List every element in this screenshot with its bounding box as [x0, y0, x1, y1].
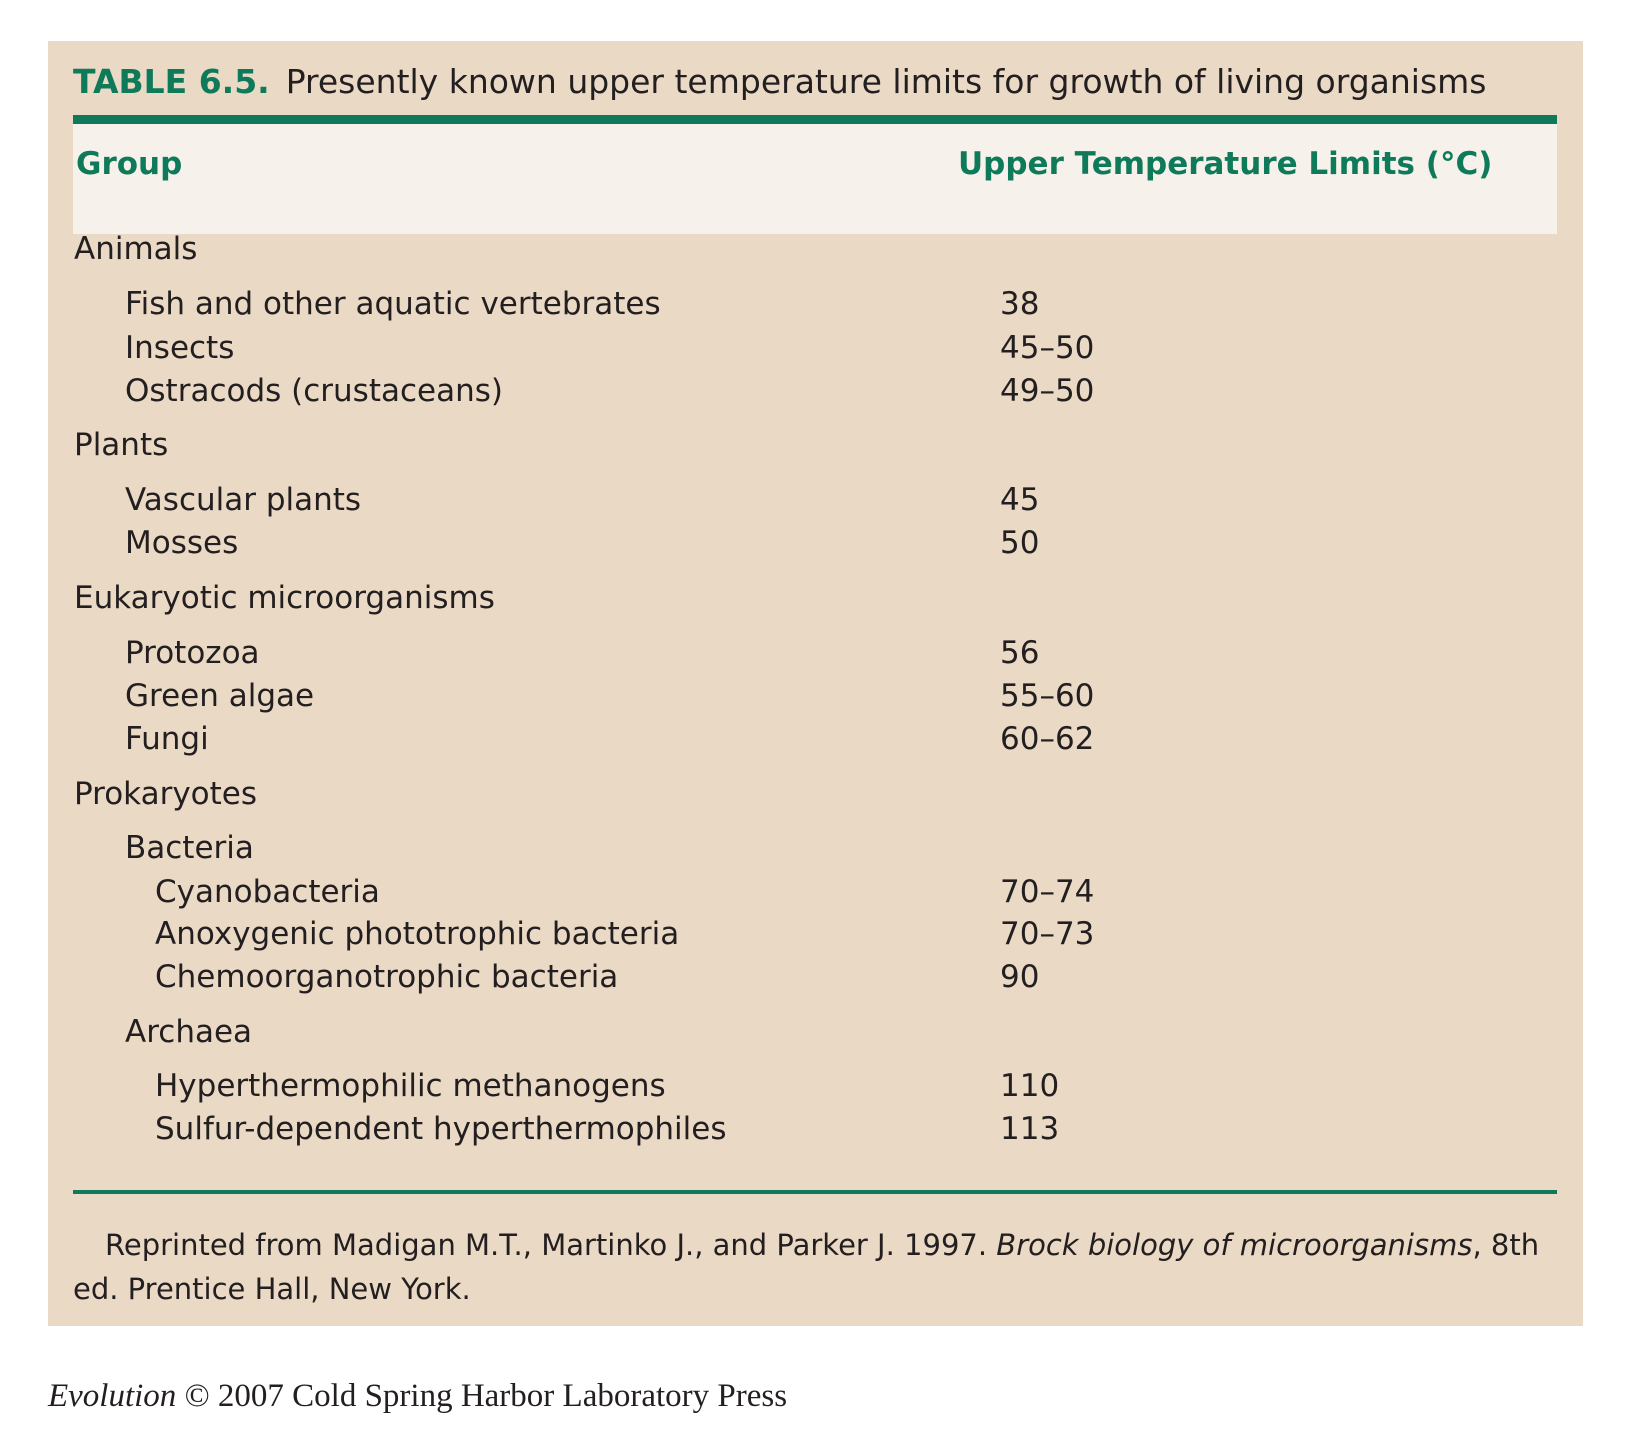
column-header-limit: Upper Temperature Limits (°C) [958, 146, 1493, 182]
table-row [48, 1108, 1583, 1150]
table-row [48, 424, 1583, 466]
row-value: 45–50 [1000, 330, 1095, 366]
row-group: Ostracods (crustaceans) [125, 373, 503, 409]
table-row [48, 327, 1583, 369]
table-header [73, 124, 1557, 234]
row-group: Prokaryotes [74, 776, 258, 812]
table-row [48, 1011, 1583, 1053]
table-row [48, 773, 1583, 815]
row-group: Archaea [125, 1014, 253, 1050]
row-value: 113 [1000, 1111, 1060, 1147]
row-value: 45 [1000, 482, 1040, 518]
source-prefix: Reprinted from Madigan M.T., Martinko J., and Parker J. 1997. [105, 1228, 997, 1262]
row-group: Green algae [125, 678, 315, 714]
source-book-title: Brock biology of microorganisms [996, 1228, 1473, 1262]
table-row [48, 522, 1583, 564]
row-group: Plants [74, 427, 169, 463]
copyright-credit [48, 1378, 787, 1415]
row-group: Hyperthermophilic methanogens [155, 1068, 666, 1104]
column-header-group: Group [76, 146, 183, 182]
row-value: 70–73 [1000, 916, 1095, 952]
table-title: Presently known upper temperature limits for growth of living organisms [285, 62, 1487, 101]
row-value: 70–74 [1000, 874, 1095, 910]
row-value: 110 [1000, 1068, 1060, 1104]
row-group: Animals [74, 231, 198, 267]
bottom-rule [73, 1190, 1557, 1194]
table-row [48, 718, 1583, 760]
source-suffix: , 8th ed. Prentice Hall, New York. [73, 1228, 1540, 1306]
row-group: Protozoa [125, 635, 260, 671]
row-group: Bacteria [125, 830, 254, 866]
top-rule [73, 115, 1557, 124]
row-value: 60–62 [1000, 721, 1095, 757]
row-value: 50 [1000, 525, 1040, 561]
table-panel [48, 41, 1583, 1326]
table-row [48, 228, 1583, 270]
source-note [73, 1223, 1563, 1311]
credit-text: © 2007 Cold Spring Harbor Laboratory Press [176, 1378, 788, 1414]
row-group: Mosses [125, 525, 239, 561]
row-group: Anoxygenic phototrophic bacteria [155, 916, 680, 952]
table-row [48, 1065, 1583, 1107]
table-caption [73, 61, 1487, 103]
row-group: Fish and other aquatic vertebrates [125, 286, 661, 322]
row-group: Eukaryotic microorganisms [74, 580, 495, 616]
row-value: 56 [1000, 635, 1040, 671]
row-value: 55–60 [1000, 678, 1095, 714]
table-row [48, 913, 1583, 955]
table-row [48, 871, 1583, 913]
table-row [48, 827, 1583, 869]
row-group: Cyanobacteria [155, 874, 380, 910]
credit-book: Evolution [48, 1378, 177, 1414]
row-group: Insects [125, 330, 235, 366]
row-group: Chemoorganotrophic bacteria [155, 959, 619, 995]
table-row [48, 283, 1583, 325]
row-value: 90 [1000, 959, 1040, 995]
table-row [48, 632, 1583, 674]
row-value: 38 [1000, 286, 1040, 322]
row-group: Sulfur-dependent hyperthermophiles [155, 1111, 727, 1147]
table-row [48, 675, 1583, 717]
row-group: Fungi [125, 721, 209, 757]
row-value: 49–50 [1000, 373, 1095, 409]
table-row [48, 956, 1583, 998]
table-row [48, 479, 1583, 521]
table-label: TABLE 6.5. [73, 62, 270, 101]
row-group: Vascular plants [125, 482, 362, 518]
table-row [48, 370, 1583, 412]
table-row [48, 577, 1583, 619]
